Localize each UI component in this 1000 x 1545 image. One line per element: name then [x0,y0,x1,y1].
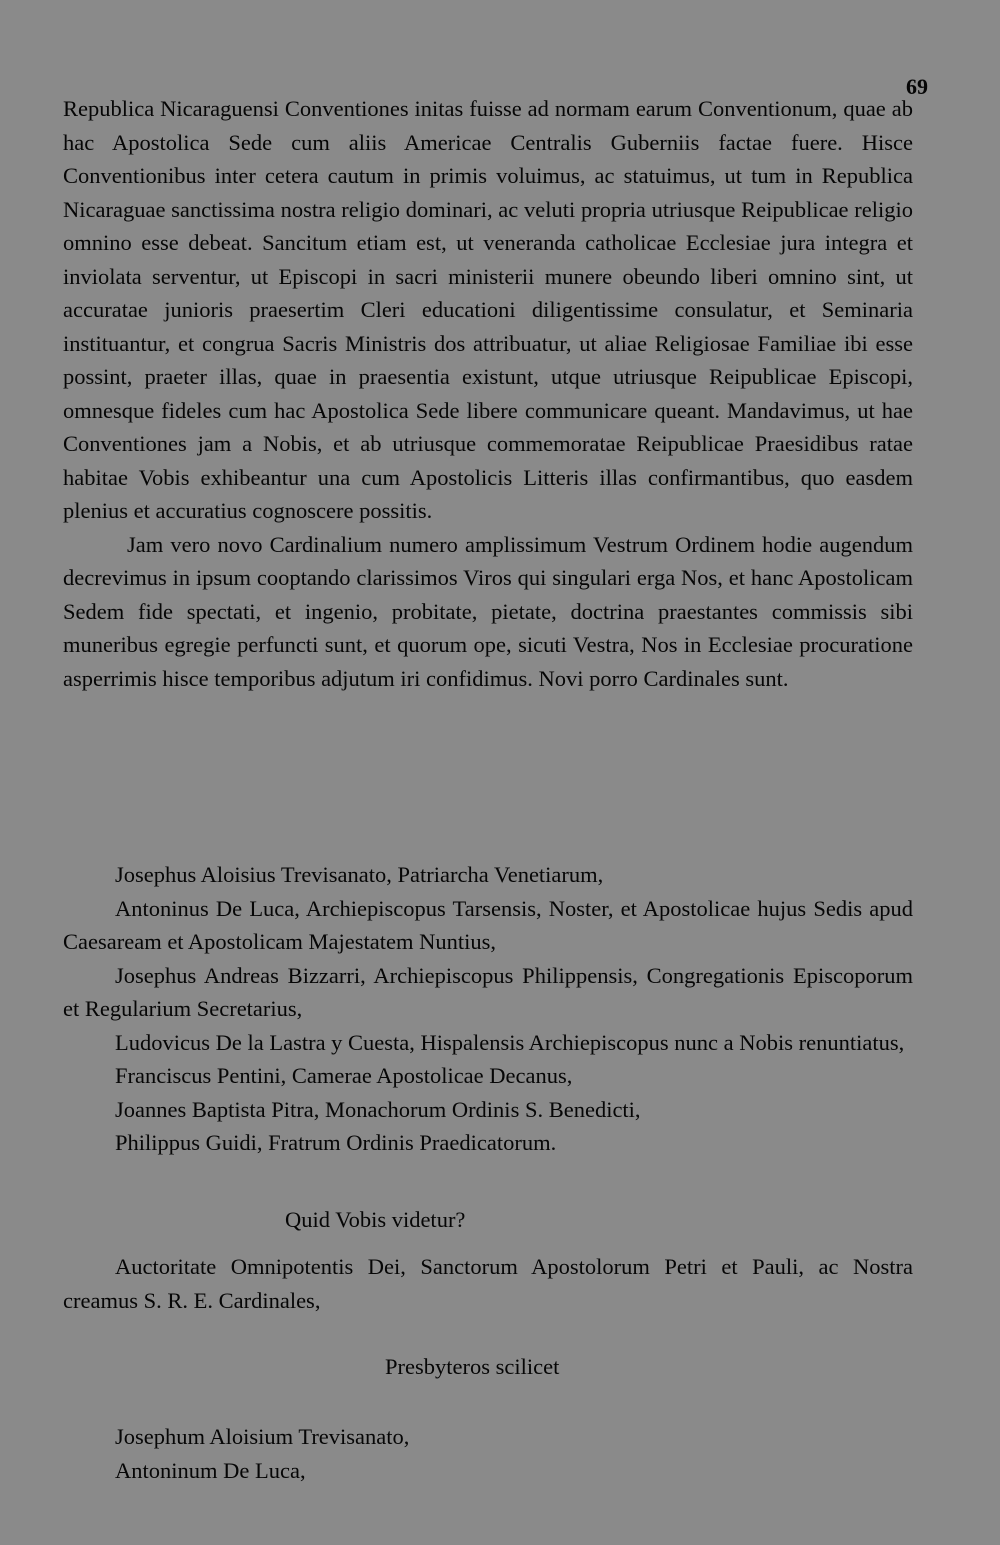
name-entry: Ludovicus De la Lastra y Cuesta, Hispalensis Archiepiscopus nunc a Nobis renuntiatus, [115,1029,905,1055]
name-entry: Antoninus De Luca, Archiepiscopus Tarsensis, Noster, et Apostolicae hujus Sedis apud Caesaream et Apostolicam Majestatem Nuntius, [63,895,913,954]
name-entry: Josephus Andreas Bizzarri, Archiepiscopus Philippensis, Congregationis Episcoporum et Regularium Secretarius, [63,962,913,1021]
body-text [63,92,913,695]
question-line: Quid Vobis videtur? [285,1207,466,1232]
name-entry: Franciscus Pentini, Camerae Apostolicae Decanus, [115,1063,573,1088]
declaration-paragraph: Auctoritate Omnipotentis Dei, Sanctorum Apostolorum Petri et Pauli, ac Nostra creamus S. R. E. Cardinales, [63,1254,913,1313]
subheading: Presbyteros scilicet [385,1354,560,1379]
paragraph-cardinals: Jam vero novo Cardinalium numero amplissimum Vestrum Ordinem hodie augendum decrevimus in ipsum cooptando clarissimos Viros qui singulari erga Nos, et hanc Apostolicam Sedem fide spectati, et ingenio, probitate, pietate, doctrina praestantes commissis sibi muneribus egregie perfuncti sunt, et quorum ope, sicuti Vestra, Nos in Ecclesiae procuratione asperrimis hisce temporibus adjutum iri confidimus. Novi porro Cardinales sunt. [63,531,913,691]
paragraph-conventions: Republica Nicaraguensi Conventiones initas fuisse ad normam earum Conventionum, quae ab hac Apostolica Sede cum aliis Americae Centralis Guberniis factae fuere. Hisce Conventionibus inter cetera cautum in primis voluimus, ac statuimus, ut tum in Republica Nicaraguae sanctissima nostra religio dominari, ac veluti propria utriusque Reipublicae religio omnino esse debeat. Sancitum etiam est, ut veneranda catholicae Ecclesiae jura integra et inviolata serventur, ut Episcopi in sacri ministerii munere obeundo liberi omnino sint, ut accuratae junioris praesertim Cleri educationi diligentissime consulatur, et Seminaria instituantur, et congrua Sacris Ministris dos attribuatur, ut aliae Religiosae Familiae ibi esse possint, praeter illas, quae in praesentia existunt, utque utriusque Reipublicae Episcopi, omnesque fideles cum hac Apostolica Sede libere communicare queant. Mandavimus, ut hae Conventiones jam a Nobis, et ab utriusque commemoratae Reipublicae Praesidibus ratae habitae Vobis exhibeantur una cum Apostolicis Litteris illas confirmantibus, quo easdem plenius et accuratius cognoscere possitis. [63,96,913,523]
cardinal-names-list [63,858,913,1160]
page-number: 69 [906,74,928,99]
name-entry: Joannes Baptista Pitra, Monachorum Ordinis S. Benedicti, [115,1096,641,1122]
created-entry: Antoninum De Luca, [115,1457,306,1483]
name-entry: Philippus Guidi, Fratrum Ordinis Praedicatorum. [115,1130,557,1155]
name-entry: Josephus Aloisius Trevisanato, Patriarcha Venetiarum, [115,862,604,887]
created-entry: Josephum Aloisium Trevisanato, [115,1424,410,1449]
created-list [115,1420,409,1487]
